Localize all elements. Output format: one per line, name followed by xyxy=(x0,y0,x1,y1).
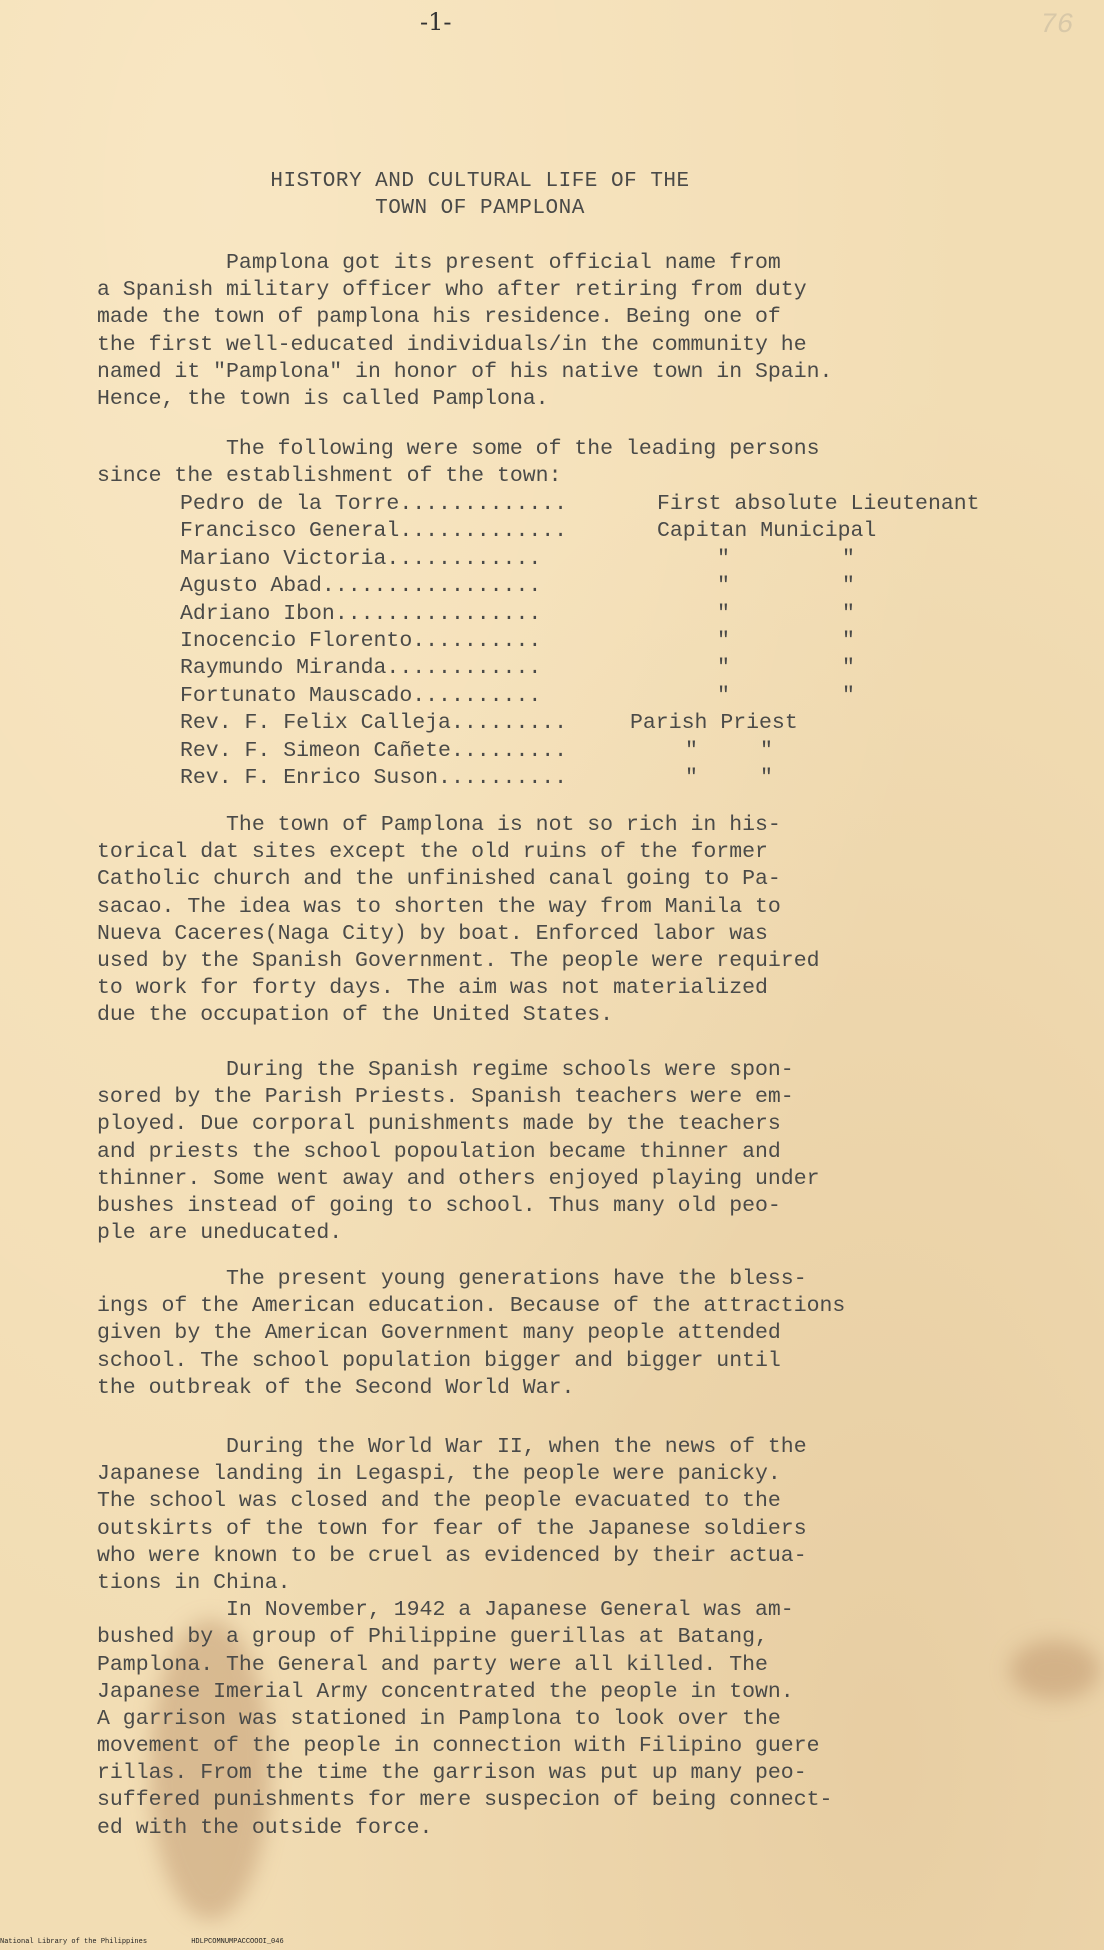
footer-library: National Library of the Philippines xyxy=(0,1938,148,1946)
text-line: The present young generations have the bless- xyxy=(97,1267,807,1291)
document-title xyxy=(200,168,760,222)
leaders-list xyxy=(180,492,1070,793)
ditto-mark: " xyxy=(717,628,730,653)
leader-name: Agusto Abad................. xyxy=(180,574,542,599)
ditto-mark: " xyxy=(760,765,773,790)
leader-name: Raymundo Miranda............ xyxy=(180,656,542,681)
text-line: rillas. From the time the garrison was put up many peo- xyxy=(97,1761,807,1786)
leader-role: Parish Priest xyxy=(630,711,798,736)
text-line: suffered punishments for mere suspecion of being connect- xyxy=(97,1788,833,1813)
title-line: HISTORY AND CULTURAL LIFE OF THE xyxy=(270,170,690,193)
text-line: thinner. Some went away and others enjoyed playing under xyxy=(97,1166,820,1191)
ditto-mark: " xyxy=(685,738,698,763)
leader-row xyxy=(180,711,1070,738)
paragraph-spanish-regime xyxy=(97,1057,1057,1247)
ditto-mark: " xyxy=(717,574,730,599)
text-line: During the Spanish regime schools were spon- xyxy=(97,1058,794,1082)
ditto-mark: " xyxy=(717,546,730,571)
text-line: to work for forty days. The aim was not materialized xyxy=(97,976,768,1001)
text-line: ple are uneducated. xyxy=(97,1221,343,1246)
footer-id: HDLPCOMNUMPACCOOOI_046 xyxy=(191,1938,284,1946)
text-line: tions in China. xyxy=(97,1570,291,1595)
leader-row xyxy=(180,519,1070,546)
paragraph-world-war-two xyxy=(97,1434,1057,1842)
text-line: due the occupation of the United States. xyxy=(97,1003,614,1028)
text-line: The town of Pamplona is not so rich in his- xyxy=(97,813,781,837)
text-line: A garrison was stationed in Pamplona to look over the xyxy=(97,1706,781,1731)
text-line: The following were some of the leading persons xyxy=(97,437,820,461)
leader-role: Capitan Municipal xyxy=(657,519,877,544)
paragraph-origin-of-name xyxy=(97,250,1057,413)
leader-name: Rev. F. Enrico Suson.......... xyxy=(180,765,568,790)
ditto-mark: " xyxy=(842,601,855,626)
ditto-mark: " xyxy=(717,683,730,708)
leader-row xyxy=(180,739,1070,766)
text-line: made the town of pamplona his residence. Being one of xyxy=(97,305,781,330)
leader-row xyxy=(180,656,1070,683)
page-number: -1- xyxy=(420,8,452,36)
text-line: Pamplona. The General and party were all killed. The xyxy=(97,1652,768,1677)
text-line: who were known to be cruel as evidenced by their actua- xyxy=(97,1543,807,1568)
leader-name: Pedro de la Torre............. xyxy=(180,492,568,516)
leader-row xyxy=(180,684,1070,711)
leader-name: Francisco General............. xyxy=(180,519,568,544)
leader-row xyxy=(180,547,1070,574)
text-line: sored by the Parish Priests. Spanish teachers were em- xyxy=(97,1085,794,1110)
text-line: Japanese Imerial Army concentrated the people in town. xyxy=(97,1679,794,1704)
text-line: Catholic church and the unfinished canal going to Pa- xyxy=(97,867,781,892)
leader-row xyxy=(180,602,1070,629)
text-line: the outbreak of the Second World War. xyxy=(97,1375,575,1400)
text-line: since the establishment of the town: xyxy=(97,464,562,489)
text-line: bushed by a group of Philippine guerillas at Batang, xyxy=(97,1625,768,1650)
leader-name: Rev. F. Felix Calleja......... xyxy=(180,711,568,736)
leader-role: First absolute Lieutenant xyxy=(657,492,980,516)
text-line: In November, 1942 a Japanese General was am- xyxy=(97,1598,794,1623)
leader-row xyxy=(180,629,1070,656)
text-line: ed with the outside force. xyxy=(97,1815,433,1840)
ditto-mark: " xyxy=(760,738,773,763)
text-line: The school was closed and the people evacuated to the xyxy=(97,1489,781,1514)
ditto-mark: " xyxy=(842,683,855,708)
text-line: ployed. Due corporal punishments made by the teachers xyxy=(97,1112,781,1137)
text-line: school. The school population bigger and bigger until xyxy=(97,1348,781,1373)
text-line: ings of the American education. Because of the attractions xyxy=(97,1294,846,1319)
leader-name: Fortunato Mauscado.......... xyxy=(180,683,542,708)
title-line: TOWN OF PAMPLONA xyxy=(375,197,585,220)
ditto-mark: " xyxy=(685,765,698,790)
text-line: and priests the school popoulation became thinner and xyxy=(97,1139,781,1164)
text-line: Pamplona got its present official name from xyxy=(97,251,781,275)
leader-row xyxy=(180,574,1070,601)
leader-row xyxy=(180,766,1070,793)
text-line: the first well-educated individuals/in the community he xyxy=(97,332,807,357)
archive-footer xyxy=(0,1938,324,1946)
leader-name: Rev. F. Simeon Cañete......... xyxy=(180,738,568,763)
leader-name: Inocencio Florento.......... xyxy=(180,628,542,653)
text-line: named it "Pamplona" in honor of his native town in Spain. xyxy=(97,359,833,384)
corner-mark: 76 xyxy=(1040,10,1074,41)
text-line: used by the Spanish Government. The people were required xyxy=(97,948,820,973)
text-line: sacao. The idea was to shorten the way from Manila to xyxy=(97,894,781,919)
text-line: outskirts of the town for fear of the Japanese soldiers xyxy=(97,1516,807,1541)
ditto-mark: " xyxy=(842,628,855,653)
leader-row xyxy=(180,492,1070,519)
ditto-mark: " xyxy=(717,601,730,626)
text-line: torical dat sites except the old ruins of the former xyxy=(97,840,768,865)
ditto-mark: " xyxy=(842,546,855,571)
text-line: During the World War II, when the news of the xyxy=(97,1435,807,1459)
text-line: movement of the people in connection with Filipino guere xyxy=(97,1734,820,1759)
text-line: given by the American Government many people attended xyxy=(97,1321,781,1346)
text-line: a Spanish military officer who after retiring from duty xyxy=(97,278,807,303)
leader-name: Adriano Ibon................ xyxy=(180,601,542,626)
leader-name: Mariano Victoria............ xyxy=(180,546,542,571)
paragraph-historical-sites xyxy=(97,812,1057,1030)
text-line: bushes instead of going to school. Thus many old peo- xyxy=(97,1193,781,1218)
ditto-mark: " xyxy=(842,656,855,681)
ditto-mark: " xyxy=(717,656,730,681)
text-line: Hence, the town is called Pamplona. xyxy=(97,386,549,411)
ditto-mark: " xyxy=(842,574,855,599)
text-line: Japanese landing in Legaspi, the people were panicky. xyxy=(97,1462,781,1487)
paragraph-american-education xyxy=(97,1266,1057,1402)
text-line: Nueva Caceres(Naga City) by boat. Enforced labor was xyxy=(97,921,768,946)
paragraph-leading-persons-intro xyxy=(97,436,1057,490)
